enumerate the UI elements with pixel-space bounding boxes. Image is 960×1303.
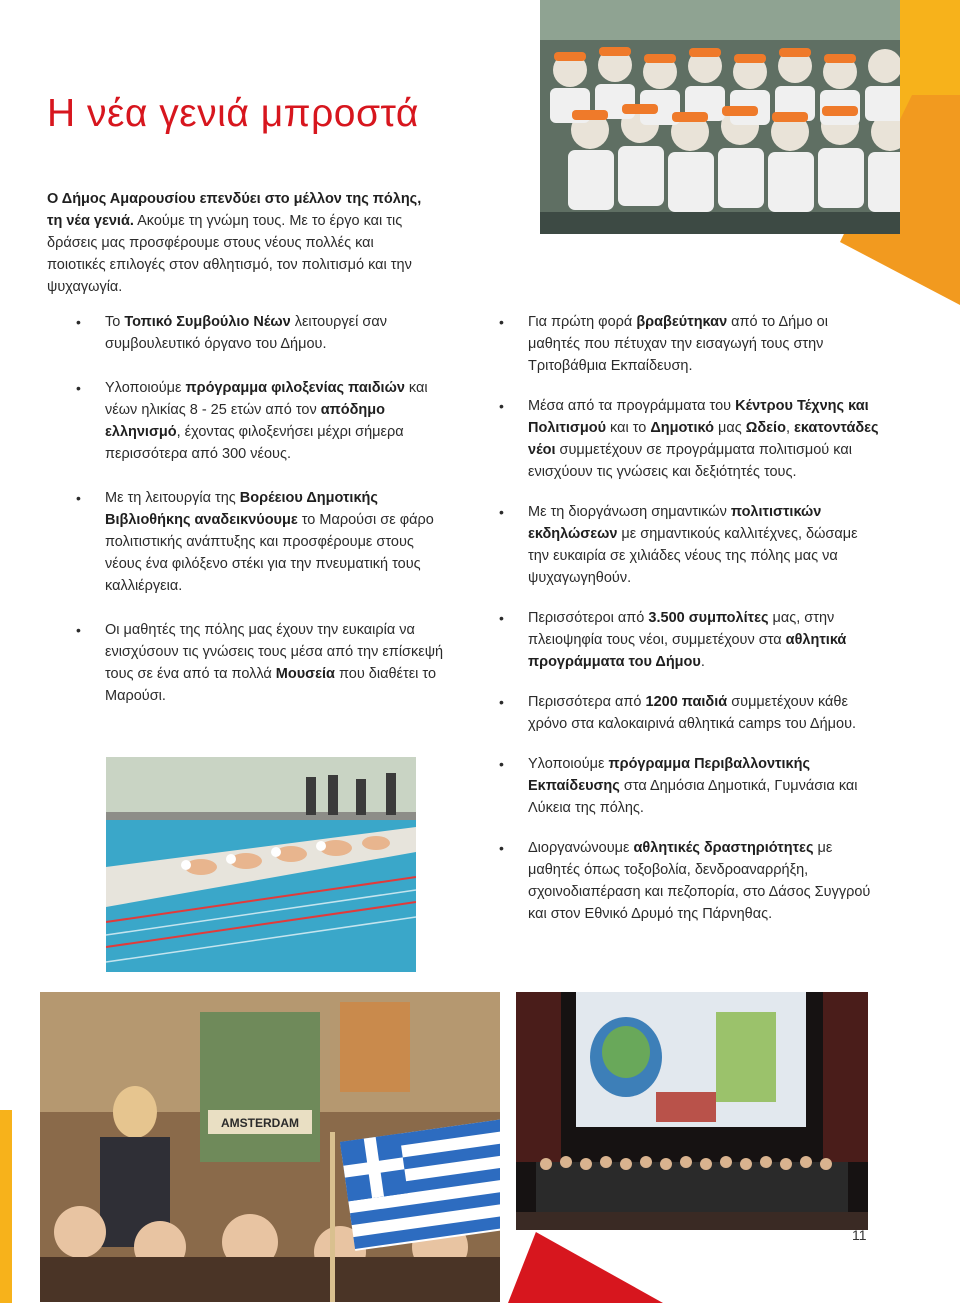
intro-paragraph (47, 188, 432, 298)
photo-classroom-flag (40, 992, 500, 1302)
list-item: • Για πρώτη φορά βραβεύτηκαν από το Δήμο οι μαθητές που πέτυχαν την εισαγωγή τους στην Τριτοβάθμια Εκπαίδευση. (499, 311, 879, 377)
page-title: Η νέα γενιά μπροστά (47, 92, 419, 135)
list-item: • Περισσότερα από 1200 παιδιά συμμετέχουν κάθε χρόνο στα καλοκαιρινά αθλητικά camps του Δήμου. (499, 691, 879, 735)
list-item: • Μέσα από τα προγράμματα του Κέντρου Τέχνης και Πολιτισμού και το Δημοτικό μας Ωδείο, εκατοντάδες νέοι συμμετέχουν σε προγράμματα πολιτισμού και ενισχύουν τις γνώσεις και δεξιότητές τους. (499, 395, 879, 483)
list-item: • Το Τοπικό Συμβούλιο Νέων λειτουργεί σαν συμβουλευτικό όργανο του Δήμου. (76, 311, 448, 355)
list-item: • Με τη λειτουργία της Βορέειου Δημοτικής Βιβλιοθήκης αναδεικνύουμε το Μαρούσι σε φάρο πολιτιστικής ανάπτυξης και προσφέρουμε στους νέους ένα φιλόξενο στέκι για την πνευματική τους καλλιέργεια. (76, 487, 448, 597)
list-item: • Περισσότεροι από 3.500 συμπολίτες μας, στην πλειοψηφία τους νέοι, συμμετέχουν στα αθλητικά προγράμματα του Δήμου. (499, 607, 879, 673)
left-bullet-list (76, 311, 448, 707)
intro-text: Ακούμε τη γνώμη τους. Με το έργο και τις δράσεις μας προσφέρουμε στους νέους πολλές και ποιοτικές επιλογές στον αθλητισμό, τον πολιτισμό και την ψυχαγωγία. (47, 213, 412, 295)
intro-bold: Ο Δήμος Αμαρουσίου επενδύει στο μέλλον της πόλης, τη νέα γενιά. (47, 191, 422, 229)
photo-award-ceremony (516, 992, 868, 1230)
photo-children-bleachers (540, 0, 900, 234)
poster-text: AMSTERDAM (221, 1116, 299, 1130)
right-bullet-list (499, 311, 879, 925)
red-accent-shape (508, 1232, 663, 1303)
list-item: • Υλοποιούμε πρόγραμμα Περιβαλλοντικής Εκπαίδευσης στα Δημόσια Δημοτικά, Γυμνάσια και Λύκεια της πόλης. (499, 753, 879, 819)
page-number: 11 (852, 1227, 867, 1243)
list-item: • Οι μαθητές της πόλης μας έχουν την ευκαιρία να ενισχύσουν τις γνώσεις τους μέσα από την επίσκεψή τους σε ένα από τα πολλά Μουσεία που διαθέτει το Μαρούσι. (76, 619, 448, 707)
photo-swimming-pool (106, 757, 416, 972)
list-item: • Διοργανώνουμε αθλητικές δραστηριότητες με μαθητές όπως τοξοβολία, δενδροαναρρήξη, σχοινοδιαπέραση και πεζοπορία, στο Δάσος Συγγρού και στον Εθνικό Δρυμό της Πάρνηθας. (499, 837, 879, 925)
list-item: • Υλοποιούμε πρόγραμμα φιλοξενίας παιδιών και νέων ηλικίας 8 - 25 ετών από τον απόδημο ελληνισμό, έχοντας φιλοξενήσει μέχρι σήμερα περισσότερα από 300 νέους. (76, 377, 448, 465)
yellow-edge-shape (0, 1110, 12, 1303)
list-item: • Με τη διοργάνωση σημαντικών πολιτιστικών εκδηλώσεων με σημαντικούς καλλιτέχνες, δώσαμε την ευκαιρία σε χιλιάδες νέους της πόλης μας να ψυχαγωγηθούν. (499, 501, 879, 589)
